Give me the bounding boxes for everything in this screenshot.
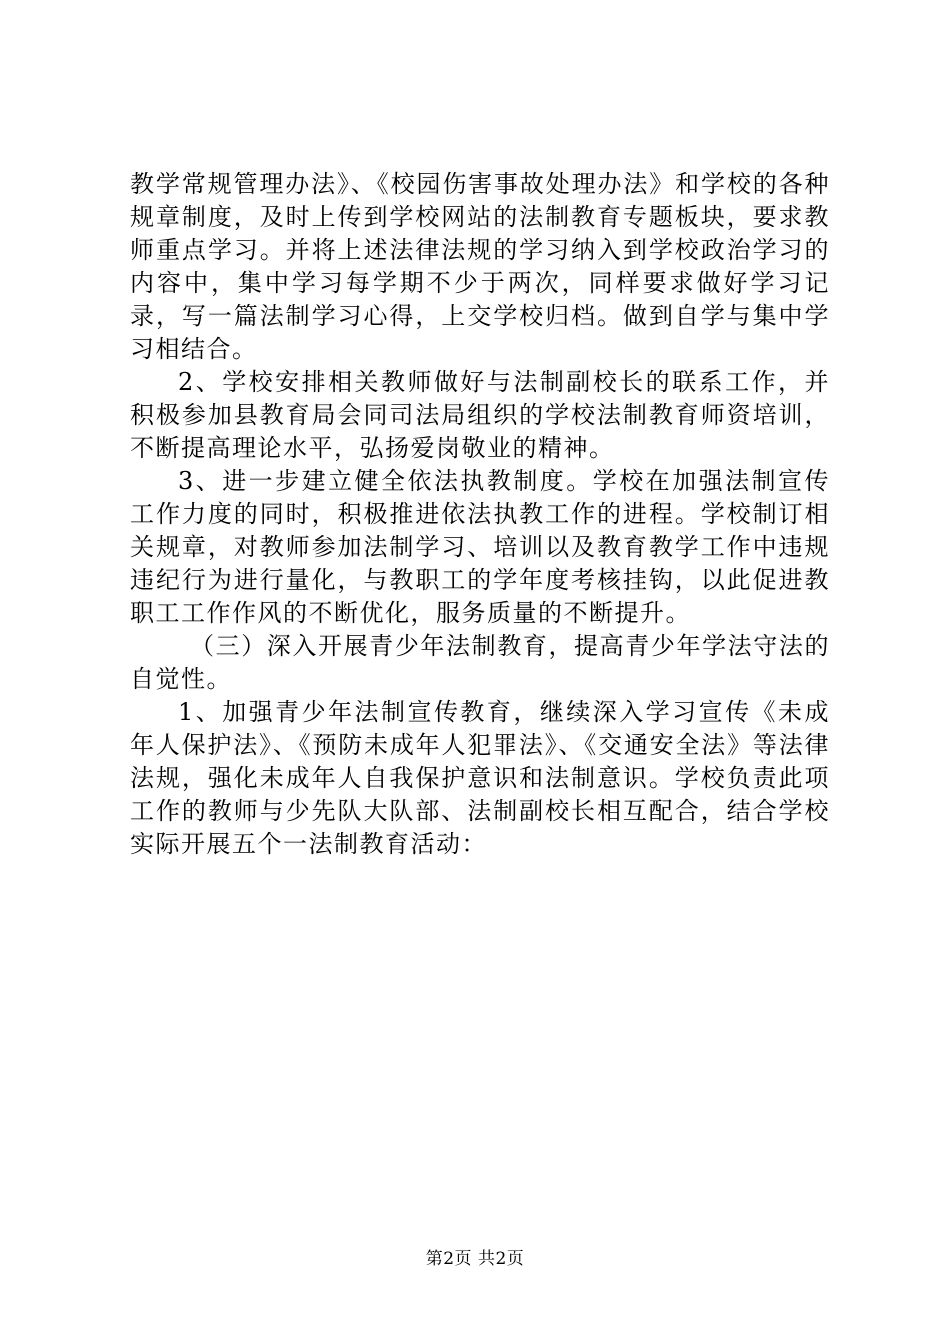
paragraph-continuation: 教学常规管理办法》、《校园伤害事故处理办法》和学校的各种规章制度，及时上传到学校网站的法制教育专题板块，要求教师重点学习。并将上述法律法规的学习纳入到学校政治学习的内容中，集中学习每学期不少于两次，同样要求做好学习记录，写一篇法制学习心得，上交学校归档。做到自学与集中学习相结合。 bbox=[130, 170, 830, 363]
paragraph-item-3: 3、进一步建立健全依法执教制度。学校在加强法制宣传工作力度的同时，积极推进依法执教工作的进程。学校制订相关规章，对教师参加法制学习、培训以及教育教学工作中违规违纪行为进行量化，与教职工的学年度考核挂钩，以此促进教职工工作作风的不断优化，服务质量的不断提升。 bbox=[130, 467, 830, 627]
paragraph-item-1: 1、加强青少年法制宣传教育，继续深入学习宣传《未成年人保护法》、《预防未成年人犯罪法》、《交通安全法》等法律法规，强化未成年人自我保护意识和法制意识。学校负责此项工作的教师与少先队大队部、法制副校长相互配合，结合学校实际开展五个一法制教育活动： bbox=[130, 698, 830, 858]
paragraph-item-2: 2、学校安排相关教师做好与法制副校长的联系工作，并积极参加县教育局会同司法局组织的学校法制教育师资培训，不断提高理论水平，弘扬爱岗敬业的精神。 bbox=[130, 368, 830, 462]
section-heading-3: （三）深入开展青少年法制教育，提高青少年学法守法的自觉性。 bbox=[130, 632, 830, 693]
page-footer: 第2页 共2页 bbox=[425, 1249, 525, 1269]
document-body bbox=[130, 168, 830, 861]
